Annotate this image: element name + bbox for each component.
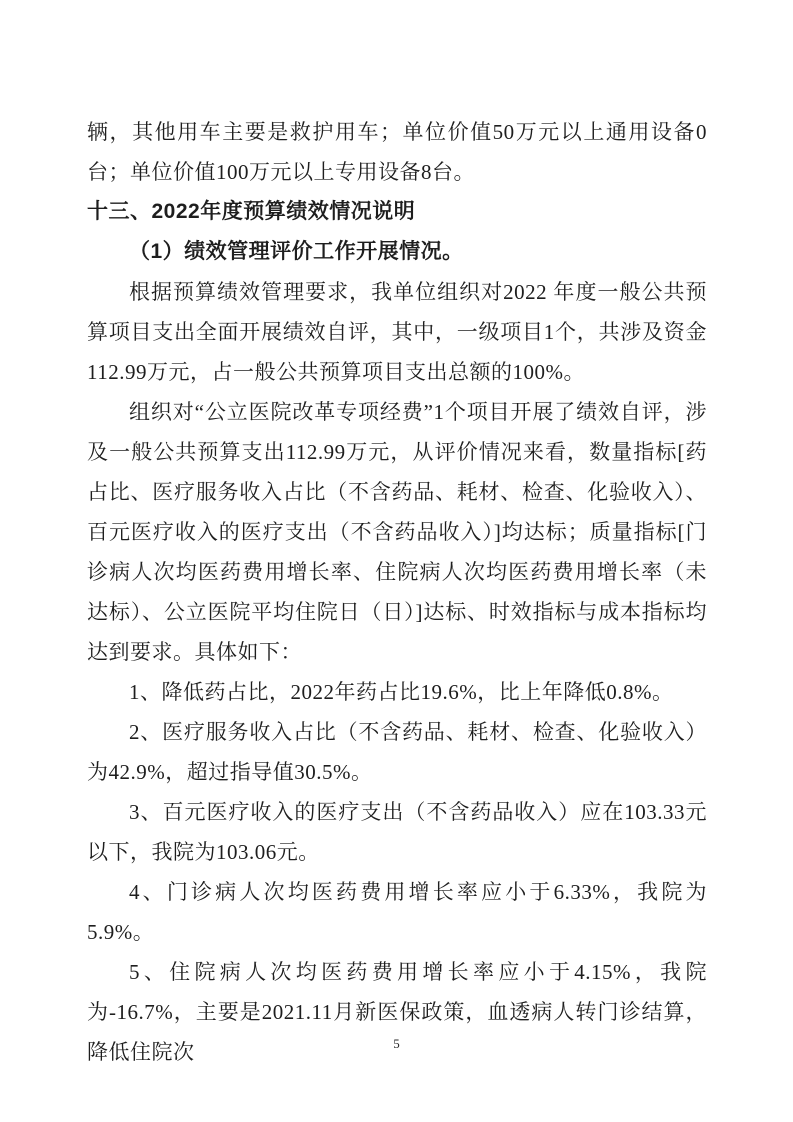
body-paragraph: 组织对“公立医院改革专项经费”1个项目开展了绩效自评，涉及一般公共预算支出112.99万元，从评价情况来看，数量指标[药占比、医疗服务收入占比（不含药品、耗材、检查、化验收入）、百元医疗收入的医疗支出（不含药品收入）]均达标；质量指标[门诊病人次均医药费用增长率、住院病人次均医药费用增长率（未达标）、公立医院平均住院日（日）]达标、时效指标与成本指标均达到要求。具体如下： <box>87 400 707 664</box>
list-paragraph-4: 4、门诊病人次均医药费用增长率应小于6.33%，我院为5.9%。 <box>87 880 707 944</box>
body-paragraph: 根据预算绩效管理要求，我单位组织对2022 年度一般公共预算项目支出全面开展绩效自评，其中，一级项目1个，共涉及资金112.99万元，占一般公共预算项目支出总额的100%。 <box>87 280 707 384</box>
page-number: 5 <box>393 1036 400 1051</box>
subsection-heading: （1）绩效管理评价工作开展情况。 <box>129 240 464 263</box>
page-content <box>87 112 707 1072</box>
section-heading: 十三、2022年度预算绩效情况说明 <box>87 200 416 223</box>
list-paragraph-3: 3、百元医疗收入的医疗支出（不含药品收入）应在103.33元以下，我院为103.06元。 <box>87 800 707 864</box>
list-paragraph-1: 1、降低药占比，2022年药占比19.6%，比上年降低0.8%。 <box>129 680 674 704</box>
body-paragraph-continuation: 辆，其他用车主要是救护用车；单位价值50万元以上通用设备0台；单位价值100万元以上专用设备8台。 <box>87 120 707 184</box>
list-paragraph-2: 2、医疗服务收入占比（不含药品、耗材、检查、化验收入）为42.9%，超过指导值30.5%。 <box>87 720 707 784</box>
list-paragraph-5: 5、住院病人次均医药费用增长率应小于4.15%，我院为-16.7%，主要是2021.11月新医保政策，血透病人转门诊结算，降低住院次 <box>87 960 707 1064</box>
